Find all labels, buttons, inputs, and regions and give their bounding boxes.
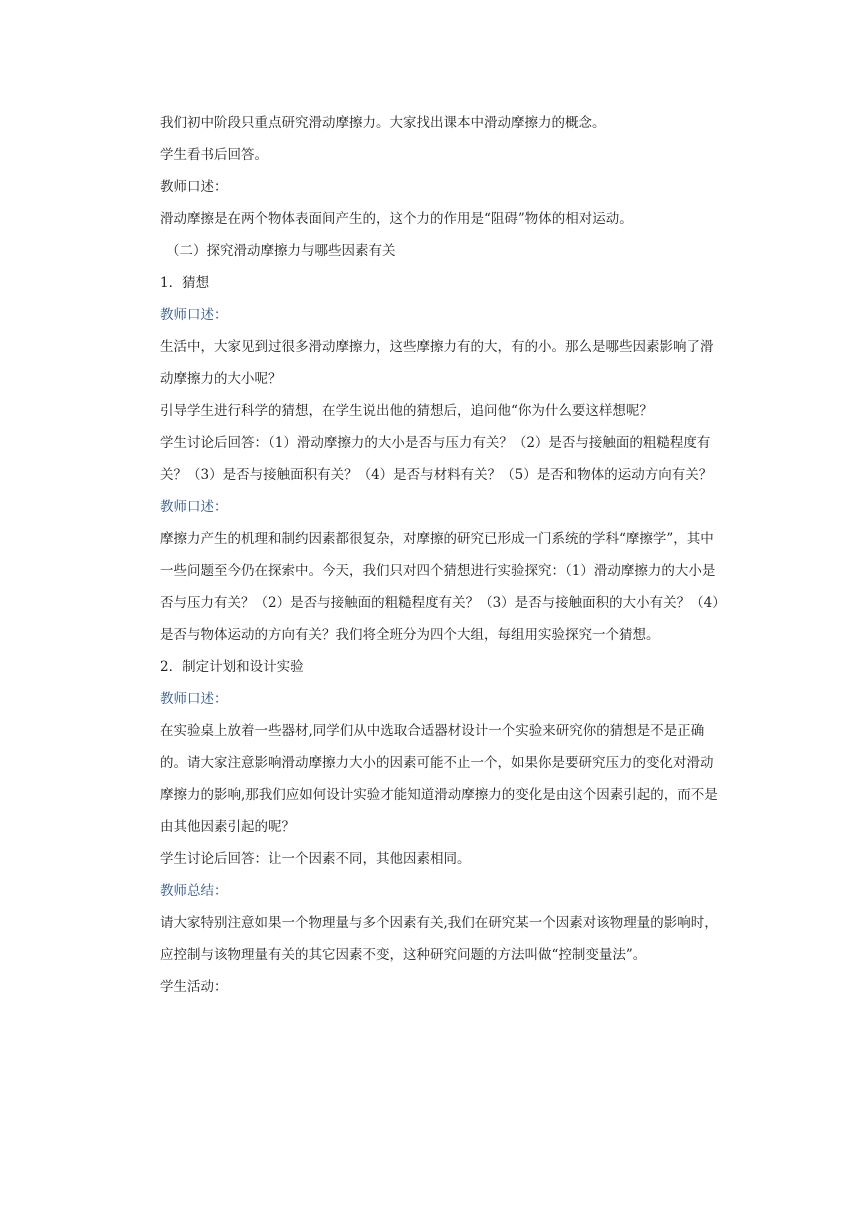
- teacher-label-3: 教师口述：: [160, 691, 228, 707]
- section-heading-2: （二）探究滑动摩擦力与哪些因素有关: [166, 243, 396, 259]
- paragraph-9: 引导学生进行科学的猜想，在学生说出他的猜想后，追问他“你为什么要这样想呢？: [160, 403, 653, 419]
- teacher-label-1: 教师口述：: [160, 307, 228, 323]
- paragraph-1: 我们初中阶段只重点研究滑动摩擦力。大家找出课本中滑动摩擦力的概念。: [160, 115, 606, 131]
- paragraph-16: 学生讨论后回答：让一个因素不同，其他因素相同。: [160, 851, 471, 867]
- paragraph-15: 在实验桌上放着一些器材,同学们从中选取合适器材设计一个实验来研究你的猜想是不是正确的。请大家注意影响滑动摩擦力大小的因素可能不止一个，如果你是要研究压力的变化对滑动摩擦力的影响,那我们应如何设计实验才能知道滑动摩擦力的变化是由这个因素引起的，而不是由其他因素引起的呢？: [160, 723, 718, 835]
- paragraph-19: 学生活动：: [160, 979, 228, 995]
- document-body: [160, 107, 720, 1003]
- paragraph-12: 摩擦力产生的机理和制约因素都很复杂，对摩擦的研究已形成一门系统的学科“摩擦学”，其中一些问题至今仍在探索中。今天，我们只对四个猜想进行实验探究：（1）滑动摩擦力的大小是否与压力有关？（2）是否与接触面的粗糙程度有关？（3）是否与接触面积的大小有关？（4）是否与物体运动的方向有关？我们将全班分为四个大组，每组用实验探究一个猜想。: [160, 531, 720, 643]
- subheading-guess: 1．猜想: [160, 275, 210, 291]
- subheading-plan: 2．制定计划和设计实验: [160, 659, 304, 675]
- paragraph-18: 请大家特别注意如果一个物理量与多个因素有关,我们在研究某一个因素对该物理量的影响时，应控制与该物理量有关的其它因素不变，这种研究问题的方法叫做“控制变量法”。: [160, 915, 718, 963]
- paragraph-2: 学生看书后回答。: [160, 147, 268, 163]
- teacher-label-2: 教师口述：: [160, 499, 228, 515]
- paragraph-10: 学生讨论后回答：（1）滑动摩擦力的大小是否与压力有关？（2）是否与接触面的粗糙程度有关？（3）是否与接触面积有关？（4）是否与材料有关？（5）是否和物体的运动方向有关？: [160, 435, 713, 483]
- paragraph-8-text: 生活中，大家见到过很多滑动摩擦力，这些摩擦力有的大，有的小。那么是哪些因素影响了滑动摩擦力的大小呢？: [160, 339, 714, 387]
- teacher-summary-label: 教师总结：: [160, 883, 228, 899]
- paragraph-8: [160, 331, 720, 395]
- paragraph-4: 滑动摩擦是在两个物体表面间产生的，这个力的作用是“阻碍”物体的相对运动。: [160, 211, 633, 227]
- paragraph-3: 教师口述：: [160, 179, 228, 195]
